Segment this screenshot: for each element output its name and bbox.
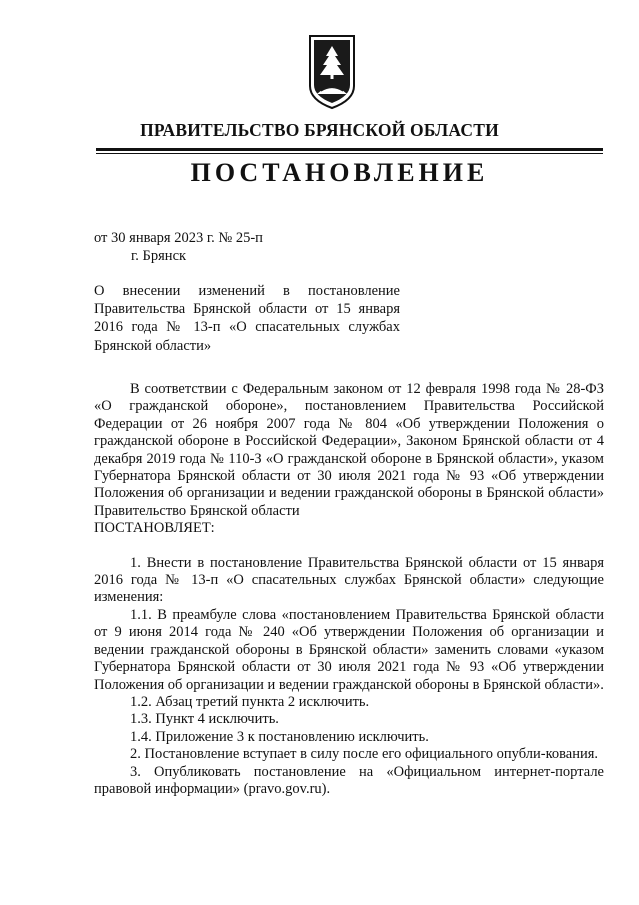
clause-1-4: 1.4. Приложение 3 к постановлению исключить. <box>130 728 429 745</box>
clause-2: 2. Постановление вступает в силу после его официального опубли-кования. <box>130 746 599 763</box>
resolves-paragraph: ПОСТАНОВЛЯЕТ: <box>94 520 215 537</box>
document-subject: О внесении изменений в постановление Правительства Брянской области от 15 января 2016 года № 13-п «О спасательных службах Брянской области» <box>94 283 400 354</box>
clause-1-2: 1.2. Абзац третий пункта 2 исключить. <box>130 693 370 710</box>
document-body <box>94 381 604 798</box>
clause-1-3: 1.3. Пункт 4 исключить. <box>130 711 279 728</box>
coat-of-arms-emblem <box>307 34 357 110</box>
document-type-title: ПОСТАНОВЛЕНИЕ <box>190 158 489 187</box>
clause-1: 1. Внести в постановление Правительства Брянской области от 15 января 2016 года № 13-п «О спасательных службах Брянской области» следующие изменения: <box>94 554 604 606</box>
clause-1-1: 1.1. В преамбуле слова «постановлением Правительства Брянской области от 9 июня 2014 года № 240 «Об утверждении Положения об организации и ведении гражданской обороны в Брянской области» заменить словами «указом Губернатора Брянской области от 30 июля 2021 года № 93 «Об утверждении Положения об организации и ведении гражданской обороны в Брянской области». <box>94 606 604 693</box>
city: г. Брянск <box>131 248 187 264</box>
preamble-paragraph: В соответствии с Федеральным законом от 12 февраля 1998 года № 28-ФЗ «О гражданской обороне», постановлением Правительства Российской Федерации от 26 ноября 2007 года № 804 «Об утверждении Положения о гражданской обороне в Российской Федерации», Законом Брянской области от 4 декабря 2019 года № 110-З «О гражданской обороне в Брянской области», указом Губернатора Брянской области от 30 июля 2021 года № 93 «Об утверждении Положения об организации и ведении гражданской обороны в Брянской области» Правительство Брянской области <box>94 381 604 519</box>
clause-3: 3. Опубликовать постановление на «Официальном интернет-портале правовой информации» (pravo.gov.ru). <box>94 763 604 797</box>
date-and-number: от 30 января 2023 г. № 25-п <box>94 230 263 246</box>
document-meta <box>94 229 263 265</box>
header-divider-thin <box>96 153 603 154</box>
header-divider-thick <box>96 148 603 151</box>
government-name: ПРАВИТЕЛЬСТВО БРЯНСКОЙ ОБЛАСТИ <box>140 120 499 140</box>
